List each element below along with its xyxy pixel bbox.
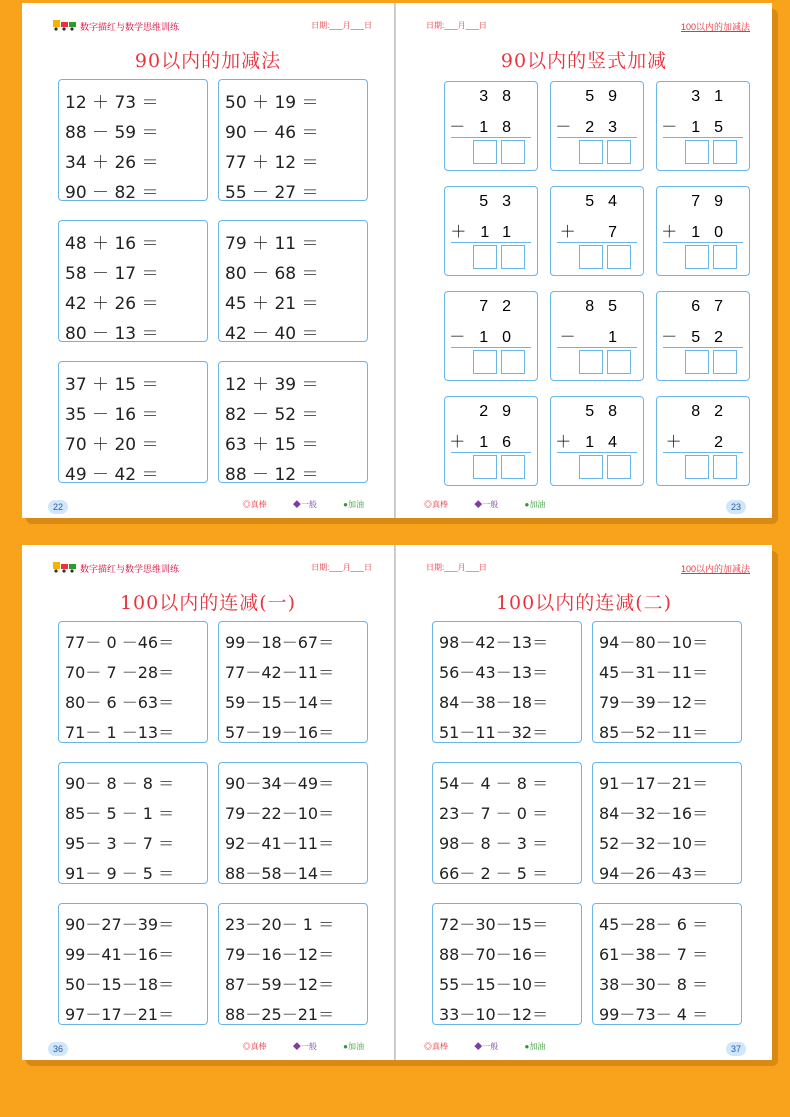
equation-text: 79－39－12＝	[599, 693, 709, 712]
equation-text: 80 － 68 ＝	[225, 264, 319, 284]
problem-box	[58, 361, 208, 483]
equation-text: 85－52－11＝	[599, 723, 709, 742]
operator-number: － 1	[559, 329, 631, 346]
equation-text: 56－43－13＝	[439, 663, 549, 682]
sum-line	[557, 137, 637, 138]
equation-text: 50－15－18＝	[65, 975, 175, 994]
operator-number: ＋16	[449, 434, 525, 451]
vertical-problem	[550, 396, 644, 486]
equation-text: 80 － 13 ＝	[65, 324, 159, 344]
equation-text: 59－15－14＝	[225, 693, 335, 712]
equation-text: 95－ 3 － 7 ＝	[65, 834, 175, 853]
sum-line	[451, 242, 531, 243]
page-header	[52, 559, 376, 575]
train-logo-icon	[52, 559, 78, 573]
top-number: 67	[691, 298, 737, 315]
sum-line	[663, 137, 743, 138]
equation-text: 70－ 7 －28＝	[65, 663, 175, 682]
operator-number: －23	[555, 119, 631, 136]
answer-box[interactable]	[579, 350, 603, 374]
page-title: 100以内的连减(一)	[119, 592, 297, 614]
equation-text: 72－30－15＝	[439, 915, 549, 934]
rating-great: ◎真棒	[424, 1042, 448, 1051]
equation-text: 99－73－ 4 ＝	[599, 1005, 709, 1024]
equation-text: 52－32－10＝	[599, 834, 709, 853]
equation-text: 88 － 59 ＝	[65, 123, 159, 143]
operator-number: ＋11	[450, 224, 525, 241]
answer-box[interactable]	[685, 245, 709, 269]
equation-text: 91－17－21＝	[599, 774, 709, 793]
answer-box[interactable]	[685, 455, 709, 479]
page-header	[426, 559, 754, 575]
equation-text: 77－42－11＝	[225, 663, 335, 682]
equation-text: 55 － 27 ＝	[225, 183, 319, 203]
rating-great: ◎真棒	[242, 500, 267, 509]
answer-box[interactable]	[501, 140, 525, 164]
problem-box	[432, 903, 582, 1025]
equation-text: 45 ＋ 21 ＝	[225, 294, 319, 314]
equation-text: 49 － 42 ＝	[65, 465, 159, 485]
date-field: 日期:___月___日	[426, 21, 487, 30]
equation-text: 90－ 8 － 8 ＝	[65, 774, 175, 793]
equation-text: 94－80－10＝	[599, 633, 709, 652]
top-number: 59	[585, 88, 631, 105]
date-field: 日期:___月___日	[311, 563, 372, 572]
rating-great: ◎真棒	[424, 500, 448, 509]
operator-number: －10	[449, 329, 525, 346]
equation-text: 12 ＋ 39 ＝	[225, 375, 319, 395]
rating-average: ◆一般	[292, 500, 317, 509]
equation-text: 77－ 0 －46＝	[65, 633, 175, 652]
equation-text: 23－ 7 － 0 ＝	[439, 804, 549, 823]
problem-box	[432, 621, 582, 743]
rating-try: ●加油	[343, 1042, 364, 1051]
rating-average: ◆一般	[474, 500, 499, 509]
vertical-problem	[550, 291, 644, 381]
rating-footer	[424, 1041, 569, 1052]
answer-box[interactable]	[713, 455, 737, 479]
operator-number: －18	[449, 119, 525, 136]
page-header	[52, 17, 376, 33]
equation-text: 12 ＋ 73 ＝	[65, 93, 159, 113]
answer-box[interactable]	[473, 140, 497, 164]
answer-box[interactable]	[501, 350, 525, 374]
rating-footer	[243, 1041, 388, 1052]
equation-text: 35 － 16 ＝	[65, 405, 159, 425]
vertical-problem	[550, 81, 644, 171]
problem-box	[592, 621, 742, 743]
equation-text: 51－11－32＝	[439, 723, 549, 742]
rating-try: ●加油	[343, 500, 364, 509]
rating-great: ◎真棒	[242, 1042, 267, 1051]
answer-box[interactable]	[473, 455, 497, 479]
equation-text: 66－ 2 － 5 ＝	[439, 864, 549, 883]
sum-line	[451, 137, 531, 138]
equation-text: 34 ＋ 26 ＝	[65, 153, 159, 173]
series-title: 数字描红与数学思维训练	[80, 22, 180, 32]
equation-text: 79 ＋ 11 ＝	[225, 234, 319, 254]
answer-box[interactable]	[607, 140, 631, 164]
vertical-problem	[656, 81, 750, 171]
problem-box	[218, 903, 368, 1025]
equation-text: 42 ＋ 26 ＝	[65, 294, 159, 314]
topic-label: 100以内的加减法	[680, 22, 750, 32]
equation-text: 88－25－21＝	[225, 1005, 335, 1024]
top-number: 53	[479, 193, 525, 210]
problem-box	[432, 762, 582, 884]
sum-line	[557, 452, 637, 453]
operator-number: －52	[661, 329, 737, 346]
answer-box[interactable]	[501, 245, 525, 269]
sum-line	[451, 452, 531, 453]
equation-text: 50 ＋ 19 ＝	[225, 93, 319, 113]
vertical-problem	[656, 396, 750, 486]
answer-box[interactable]	[607, 350, 631, 374]
sum-line	[663, 452, 743, 453]
spread-pages-22-23	[22, 3, 772, 518]
equation-text: 54－ 4 － 8 ＝	[439, 774, 549, 793]
sum-line	[451, 347, 531, 348]
equation-text: 94－26－43＝	[599, 864, 709, 883]
equation-text: 71－ 1 －13＝	[65, 723, 175, 742]
answer-box[interactable]	[607, 455, 631, 479]
equation-text: 98－42－13＝	[439, 633, 549, 652]
page-23	[396, 3, 772, 518]
problem-box	[592, 762, 742, 884]
answer-box[interactable]	[685, 140, 709, 164]
sum-line	[557, 242, 637, 243]
equation-text: 48 ＋ 16 ＝	[65, 234, 159, 254]
rating-average: ◆一般	[474, 1042, 499, 1051]
equation-text: 88 － 12 ＝	[225, 465, 319, 485]
page-number: 22	[48, 500, 68, 514]
equation-text: 61－38－ 7 ＝	[599, 945, 709, 964]
answer-box[interactable]	[685, 350, 709, 374]
equation-text: 23－20－ 1 ＝	[225, 915, 335, 934]
top-number: 38	[479, 88, 525, 105]
top-number: 54	[585, 193, 631, 210]
equation-text: 91－ 9 － 5 ＝	[65, 864, 175, 883]
page-number: 36	[48, 1042, 68, 1056]
problem-box	[592, 903, 742, 1025]
answer-box[interactable]	[607, 245, 631, 269]
top-number: 31	[691, 88, 737, 105]
vertical-problem	[444, 396, 538, 486]
page-title: 90以内的竖式加减	[500, 50, 668, 72]
equation-text: 87－59－12＝	[225, 975, 335, 994]
equation-text: 57－19－16＝	[225, 723, 335, 742]
problem-box	[218, 361, 368, 483]
vertical-problem	[656, 291, 750, 381]
equation-text: 82 － 52 ＝	[225, 405, 319, 425]
equation-text: 37 ＋ 15 ＝	[65, 375, 159, 395]
problem-box	[58, 220, 208, 342]
train-logo-icon	[52, 17, 78, 31]
equation-text: 90－27－39＝	[65, 915, 175, 934]
spread-pages-36-37	[22, 545, 772, 1060]
sum-line	[663, 242, 743, 243]
equation-text: 79－22－10＝	[225, 804, 335, 823]
problem-box	[58, 903, 208, 1025]
sum-line	[557, 347, 637, 348]
problem-box	[58, 79, 208, 201]
equation-text: 80－ 6 －63＝	[65, 693, 175, 712]
equation-text: 90 － 82 ＝	[65, 183, 159, 203]
equation-text: 99－18－67＝	[225, 633, 335, 652]
problem-box	[58, 762, 208, 884]
page-36	[22, 545, 395, 1060]
answer-box[interactable]	[579, 140, 603, 164]
answer-box[interactable]	[579, 245, 603, 269]
answer-box[interactable]	[473, 350, 497, 374]
equation-text: 45－31－11＝	[599, 663, 709, 682]
answer-box[interactable]	[713, 245, 737, 269]
vertical-problem	[444, 291, 538, 381]
top-number: 72	[479, 298, 525, 315]
equation-text: 98－ 8 － 3 ＝	[439, 834, 549, 853]
problem-box	[218, 220, 368, 342]
equation-text: 58 － 17 ＝	[65, 264, 159, 284]
equation-text: 92－41－11＝	[225, 834, 335, 853]
answer-box[interactable]	[713, 140, 737, 164]
equation-text: 90－34－49＝	[225, 774, 335, 793]
problem-box	[218, 621, 368, 743]
top-number: 85	[585, 298, 631, 315]
problem-box	[58, 621, 208, 743]
equation-text: 77 ＋ 12 ＝	[225, 153, 319, 173]
equation-text: 79－16－12＝	[225, 945, 335, 964]
rating-try: ●加油	[524, 500, 546, 509]
equation-text: 84－38－18＝	[439, 693, 549, 712]
date-field: 日期:___月___日	[426, 563, 487, 572]
page-title: 100以内的连减(二)	[495, 592, 673, 614]
equation-text: 85－ 5 － 1 ＝	[65, 804, 175, 823]
top-number: 58	[585, 403, 631, 420]
page-number: 23	[726, 500, 746, 514]
equation-text: 97－17－21＝	[65, 1005, 175, 1024]
rating-footer	[424, 499, 569, 510]
answer-box[interactable]	[473, 245, 497, 269]
vertical-problem	[444, 186, 538, 276]
rating-footer	[243, 499, 388, 510]
page-number: 37	[726, 1042, 746, 1056]
series-title: 数字描红与数学思维训练	[80, 564, 180, 574]
operator-number: ＋10	[661, 224, 737, 241]
page-37	[396, 545, 772, 1060]
problem-box	[218, 79, 368, 201]
equation-text: 63 ＋ 15 ＝	[225, 435, 319, 455]
equation-text: 88－58－14＝	[225, 864, 335, 883]
equation-text: 84－32－16＝	[599, 804, 709, 823]
top-number: 79	[691, 193, 737, 210]
sum-line	[663, 347, 743, 348]
page-title: 90以内的加减法	[134, 50, 282, 72]
operator-number: ＋ 7	[559, 224, 631, 241]
equation-text: 45－28－ 6 ＝	[599, 915, 709, 934]
page-22	[22, 3, 395, 518]
rating-try: ●加油	[524, 1042, 546, 1051]
vertical-problem	[550, 186, 644, 276]
top-number: 29	[479, 403, 525, 420]
answer-box[interactable]	[713, 350, 737, 374]
vertical-problem	[444, 81, 538, 171]
operator-number: ＋14	[555, 434, 631, 451]
answer-box[interactable]	[501, 455, 525, 479]
equation-text: 70 ＋ 20 ＝	[65, 435, 159, 455]
operator-number: －15	[661, 119, 737, 136]
equation-text: 42 － 40 ＝	[225, 324, 319, 344]
operator-number: ＋ 2	[665, 434, 737, 451]
answer-box[interactable]	[579, 455, 603, 479]
date-field: 日期:___月___日	[311, 21, 372, 30]
equation-text: 33－10－12＝	[439, 1005, 549, 1024]
equation-text: 55－15－10＝	[439, 975, 549, 994]
equation-text: 90 － 46 ＝	[225, 123, 319, 143]
equation-text: 38－30－ 8 ＝	[599, 975, 709, 994]
equation-text: 99－41－16＝	[65, 945, 175, 964]
equation-text: 88－70－16＝	[439, 945, 549, 964]
problem-box	[218, 762, 368, 884]
top-number: 82	[691, 403, 737, 420]
topic-label: 100以内的加减法	[680, 564, 750, 574]
rating-average: ◆一般	[292, 1042, 317, 1051]
vertical-problem	[656, 186, 750, 276]
page-header	[426, 17, 754, 33]
